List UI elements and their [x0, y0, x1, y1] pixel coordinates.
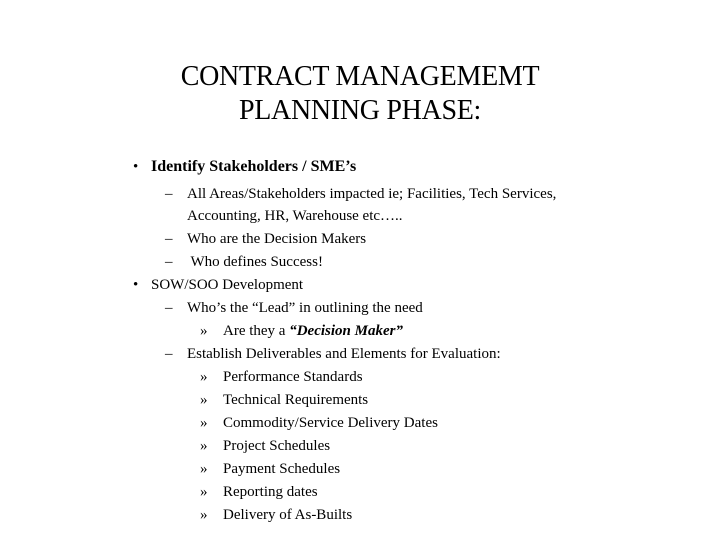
list-item-text: Project Schedules: [223, 438, 331, 454]
chevron-marker: »: [200, 484, 208, 500]
sub-sub-bullet-text: [223, 321, 403, 341]
sub-bullet-text: Establish Deliverables and Elements for Evaluation:: [187, 346, 501, 362]
chevron-marker: »: [200, 392, 208, 408]
title-line-2: PLANNING PHASE:: [238, 95, 482, 126]
chevron-marker: »: [200, 507, 208, 523]
list-item-text: Technical Requirements: [223, 392, 369, 408]
chevron-marker: »: [200, 323, 208, 339]
chevron-marker: »: [200, 415, 208, 431]
chevron-marker: »: [200, 369, 208, 385]
sub-bullet-text: Who defines Success!: [187, 254, 323, 270]
list-item-text: Payment Schedules: [223, 461, 341, 477]
bullet-text: SOW/SOO Development: [151, 277, 304, 293]
bullet-marker: •: [133, 159, 139, 175]
list-item-text: Commodity/Service Delivery Dates: [223, 415, 438, 431]
dash-marker: –: [165, 254, 173, 270]
title-line-1: CONTRACT MANAGEMEMT: [180, 61, 540, 92]
dash-marker: –: [165, 300, 173, 316]
bullet-text: Identify Stakeholders / SME’s: [151, 158, 357, 175]
sub-bullet-text-line-1: All Areas/Stakeholders impacted ie; Facilities, Tech Services,: [187, 186, 557, 202]
dash-marker: –: [165, 346, 173, 362]
sub-bullet-text: Who’s the “Lead” in outlining the need: [187, 300, 423, 316]
chevron-marker: »: [200, 438, 208, 454]
decision-maker-emphasis: “Decision Maker”: [289, 323, 403, 339]
list-item-text: Delivery of As-Builts: [223, 507, 353, 523]
sub-bullet-text-line-2: Accounting, HR, Warehouse etc…..: [187, 208, 403, 224]
sub-bullet-text: Who are the Decision Makers: [187, 231, 367, 247]
bullet-marker: •: [133, 277, 139, 293]
list-item-text: Reporting dates: [223, 484, 318, 500]
question-prefix: Are they a: [223, 323, 290, 339]
chevron-marker: »: [200, 461, 208, 477]
list-item-text: Performance Standards: [223, 369, 363, 385]
dash-marker: –: [165, 186, 173, 202]
dash-marker: –: [165, 231, 173, 247]
